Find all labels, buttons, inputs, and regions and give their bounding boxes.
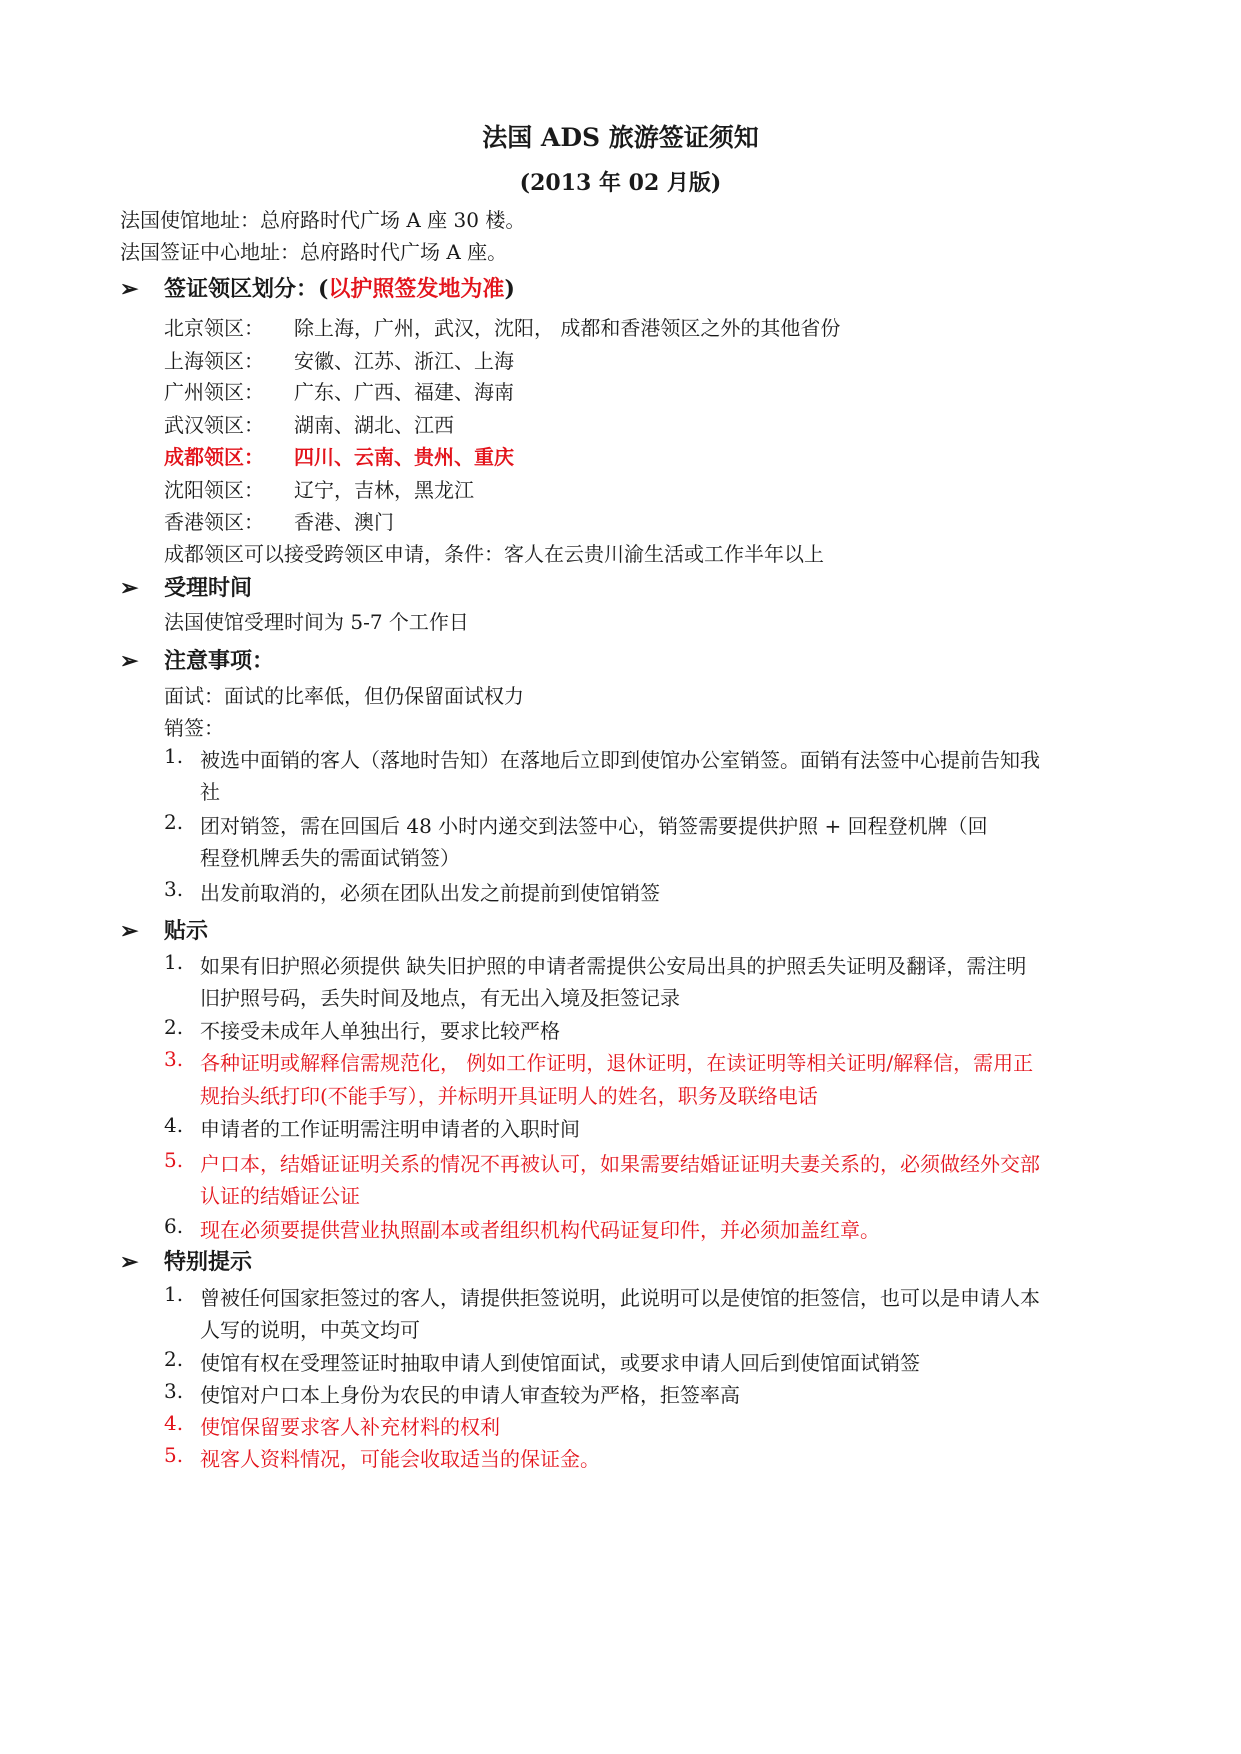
list-number: 3. bbox=[164, 1379, 184, 1403]
bullet-arrow-icon: ➢ bbox=[120, 276, 139, 302]
list-number: 5. bbox=[164, 1443, 184, 1467]
bullet-arrow-icon: ➢ bbox=[120, 1249, 139, 1275]
attention-heading bbox=[120, 644, 274, 675]
consular-provinces: 四川、云南、贵州、重庆 bbox=[294, 445, 514, 469]
list-item-line: 不接受未成年人单独出行，要求比较严格 bbox=[200, 1019, 560, 1043]
list-number: 3. bbox=[164, 877, 184, 901]
list-number: 6. bbox=[164, 1214, 184, 1238]
list-item-line: 被选中面销的客人（落地时告知）在落地后立即到使馆办公室销签。面销有法签中心提前告知我 bbox=[200, 748, 1040, 772]
list-item-line: 认证的结婚证公证 bbox=[200, 1184, 360, 1208]
list-item-line: 申请者的工作证明需注明申请者的入职时间 bbox=[200, 1117, 580, 1141]
list-number: 1. bbox=[164, 744, 184, 768]
bullet-arrow-icon: ➢ bbox=[120, 575, 139, 601]
list-item-line: 规抬头纸打印(不能手写），并标明开具证明人的姓名，职务及联络电话 bbox=[200, 1084, 818, 1108]
list-item-line: 出发前取消的，必须在团队出发之前提前到使馆销签 bbox=[200, 881, 660, 905]
consular-provinces: 安徽、江苏、浙江、上海 bbox=[294, 349, 514, 373]
special-heading-text: 特别提示 bbox=[164, 1249, 253, 1275]
consular-provinces: 辽宁，吉林，黑龙江 bbox=[294, 478, 474, 502]
consular-region: 沈阳领区： bbox=[164, 478, 264, 502]
consular-provinces: 除上海，广州，武汉，沈阳， 成都和香港领区之外的其他省份 bbox=[294, 316, 841, 340]
document-title: 法国 ADS 旅游签证须知 bbox=[482, 123, 759, 152]
list-number: 1. bbox=[164, 1282, 184, 1306]
consular-region: 广州领区： bbox=[164, 380, 264, 404]
list-item-line: 使馆对户口本上身份为农民的申请人审查较为严格，拒签率高 bbox=[200, 1383, 740, 1407]
list-item-line: 使馆保留要求客人补充材料的权利 bbox=[200, 1415, 500, 1439]
consular-provinces: 香港、澳门 bbox=[294, 510, 394, 534]
bullet-arrow-icon: ➢ bbox=[120, 918, 139, 944]
consular-region: 北京领区： bbox=[164, 316, 264, 340]
consular-note: 成都领区可以接受跨领区申请，条件：客人在云贵川渝生活或工作半年以上 bbox=[164, 542, 824, 566]
visa-center-address: 法国签证中心地址：总府路时代广场 A 座。 bbox=[120, 240, 508, 264]
list-item-line: 团对销签，需在回国后 48 小时内递交到法签中心，销签需要提供护照 + 回程登机牌（回 bbox=[200, 814, 988, 838]
consular-row bbox=[164, 474, 474, 503]
processing-text: 法国使馆受理时间为 5-7 个工作日 bbox=[164, 610, 469, 634]
consular-row bbox=[164, 345, 514, 374]
list-item-line: 曾被任何国家拒签过的客人，请提供拒签说明，此说明可以是使馆的拒签信，也可以是申请人本 bbox=[200, 1286, 1040, 1310]
consular-region: 成都领区： bbox=[164, 445, 264, 469]
consular-row-highlight bbox=[164, 441, 514, 470]
document-edition: (2013 年 02 月版) bbox=[519, 170, 722, 196]
list-item-line: 如果有旧护照必须提供 缺失旧护照的申请者需提供公安局出具的护照丢失证明及翻译，需注明 bbox=[200, 954, 1027, 978]
list-item-line: 旧护照号码，丢失时间及地点，有无出入境及拒签记录 bbox=[200, 986, 680, 1010]
consular-provinces: 湖南、湖北、江西 bbox=[294, 413, 454, 437]
list-item-line: 视客人资料情况，可能会收取适当的保证金。 bbox=[200, 1447, 600, 1471]
list-item-line: 现在必须要提供营业执照副本或者组织机构代码证复印件，并必须加盖红章。 bbox=[200, 1218, 880, 1242]
consular-heading-close: ) bbox=[504, 276, 515, 302]
list-item-line: 社 bbox=[200, 780, 220, 804]
consular-heading bbox=[120, 272, 515, 303]
consular-row bbox=[164, 312, 840, 341]
tips-heading bbox=[120, 914, 208, 945]
attention-interview: 面试：面试的比率低，但仍保留面试权力 bbox=[164, 684, 524, 708]
list-item-line: 程登机牌丢失的需面试销签） bbox=[200, 846, 460, 870]
embassy-address: 法国使馆地址：总府路时代广场 A 座 30 楼。 bbox=[120, 208, 526, 232]
list-number: 4. bbox=[164, 1113, 184, 1137]
list-number: 4. bbox=[164, 1411, 184, 1435]
list-number: 2. bbox=[164, 1347, 184, 1371]
list-number: 2. bbox=[164, 1015, 184, 1039]
consular-row bbox=[164, 409, 454, 438]
list-item-line: 户口本，结婚证证明关系的情况不再被认可，如果需要结婚证证明夫妻关系的，必须做经外交部 bbox=[200, 1152, 1040, 1176]
list-item-line: 各种证明或解释信需规范化， 例如工作证明，退休证明，在读证明等相关证明/解释信，需用正 bbox=[200, 1051, 1034, 1075]
consular-heading-note: 以护照签发地为准 bbox=[328, 276, 505, 302]
consular-provinces: 广东、广西、福建、海南 bbox=[294, 380, 514, 404]
consular-heading-text: 签证领区划分：( bbox=[164, 276, 329, 302]
tips-heading-text: 贴示 bbox=[164, 918, 209, 944]
list-number: 1. bbox=[164, 950, 184, 974]
consular-region: 上海领区： bbox=[164, 349, 264, 373]
attention-heading-text: 注意事项： bbox=[164, 648, 275, 674]
consular-row bbox=[164, 506, 394, 535]
special-heading bbox=[120, 1245, 252, 1276]
list-number: 5. bbox=[164, 1148, 184, 1172]
list-number: 3. bbox=[164, 1047, 184, 1071]
list-item-line: 使馆有权在受理签证时抽取申请人到使馆面试，或要求申请人回后到使馆面试销签 bbox=[200, 1351, 920, 1375]
consular-row bbox=[164, 376, 514, 405]
processing-heading-text: 受理时间 bbox=[164, 575, 253, 601]
bullet-arrow-icon: ➢ bbox=[120, 648, 139, 674]
consular-region: 香港领区： bbox=[164, 510, 264, 534]
list-item-line: 人写的说明，中英文均可 bbox=[200, 1318, 420, 1342]
list-number: 2. bbox=[164, 810, 184, 834]
attention-cancel-label: 销签： bbox=[164, 716, 224, 740]
consular-region: 武汉领区： bbox=[164, 413, 264, 437]
processing-heading bbox=[120, 571, 252, 602]
